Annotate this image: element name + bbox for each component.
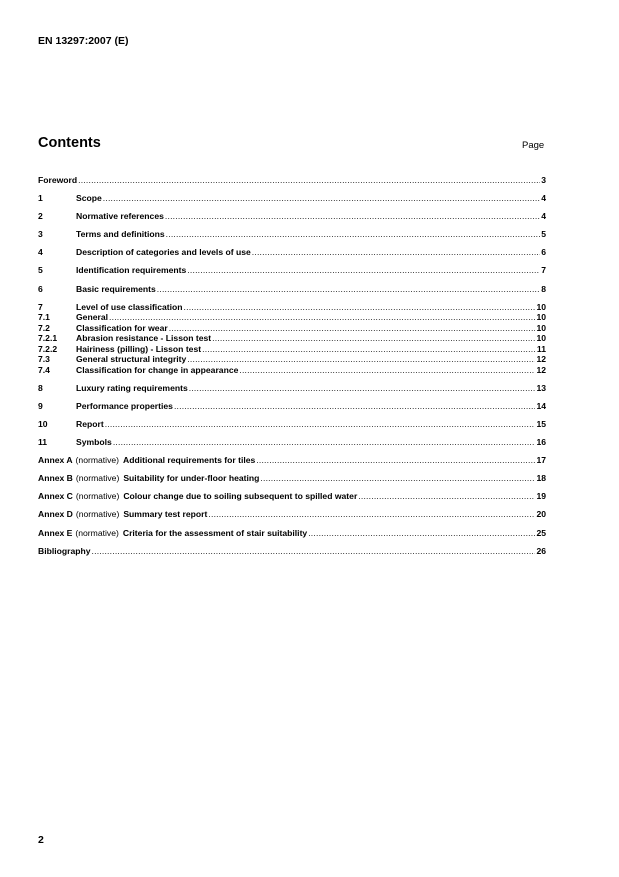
toc-entry[interactable] [38, 344, 546, 355]
page-number: 2 [38, 834, 44, 846]
annex-label: Annex C [38, 491, 73, 502]
dot-leader [308, 528, 535, 539]
toc-entry-title: Criteria for the assessment of stair suitability [122, 527, 308, 538]
dot-leader [239, 365, 535, 376]
toc-entry-title: Report [76, 418, 104, 429]
toc-entry-page: 10 [536, 322, 546, 333]
toc-entry-number: 7 [38, 301, 43, 312]
toc-entry-page: 13 [536, 382, 546, 393]
toc-entry-title: Terms and definitions [76, 229, 165, 240]
toc-entry-number: 7.2.2 [38, 343, 58, 354]
toc-entry-number: 4 [38, 247, 43, 258]
toc-entry-number: 7.2 [38, 322, 50, 333]
toc-entry-page: 16 [536, 437, 546, 448]
dot-leader [208, 509, 535, 520]
dot-leader [174, 401, 535, 412]
toc-entry-title: Level of use classification [76, 301, 183, 312]
annex-label: Annex D [38, 509, 73, 520]
toc-entry[interactable] [38, 401, 546, 412]
dot-leader [105, 419, 536, 430]
dot-leader [92, 546, 536, 557]
toc-entry-title: Classification for wear [76, 322, 168, 333]
annex-type: (normative) [75, 473, 120, 484]
toc-entry-page: 11 [536, 343, 546, 354]
toc-entry-page: 20 [536, 509, 546, 520]
toc-entry[interactable] [38, 193, 546, 204]
toc-entry[interactable] [38, 229, 546, 240]
dot-leader [166, 229, 541, 240]
toc-entry[interactable] [38, 419, 546, 430]
dot-leader [165, 211, 540, 222]
toc-entry-foreword[interactable] [38, 175, 546, 186]
toc-entry-page: 8 [541, 283, 546, 294]
toc-entry-title: Bibliography [38, 545, 91, 556]
toc-entry-number: 7.1 [38, 312, 50, 323]
toc-entry-title: Suitability for under-floor heating [123, 473, 260, 484]
toc-entry-page: 19 [536, 491, 546, 502]
annex-label: Annex B [38, 473, 73, 484]
toc-entry[interactable] [38, 333, 546, 344]
toc-entry-title: Additional requirements for tiles [123, 455, 256, 466]
toc-entry-title: Classification for change in appearance [76, 364, 239, 375]
toc-entry-bibliography[interactable] [38, 546, 546, 557]
toc-entry-page: 18 [536, 473, 546, 484]
toc-entry-number: 10 [38, 418, 48, 429]
dot-leader [109, 312, 535, 323]
toc-entry-page: 12 [536, 354, 546, 365]
toc-entry-title: Basic requirements [76, 283, 156, 294]
toc-entry-page: 4 [541, 211, 546, 222]
toc-entry-title: Colour change due to soiling subsequent to spilled water [123, 491, 358, 502]
toc-entry[interactable] [38, 265, 546, 276]
toc-entry-page: 26 [536, 545, 546, 556]
toc-entry[interactable] [38, 323, 546, 334]
toc-entry-number: 7.4 [38, 364, 50, 375]
annex-type: (normative) [75, 509, 120, 520]
toc-entry-page: 7 [541, 265, 546, 276]
toc-entry-page: 25 [536, 527, 546, 538]
toc-entry-title: Scope [76, 193, 102, 204]
toc-entry-page: 5 [541, 229, 546, 240]
toc-entry-title: Summary test report [123, 509, 208, 520]
document-id-header: EN 13297:2007 (E) [38, 35, 129, 47]
dot-leader [103, 193, 540, 204]
toc-entry-number: 7.2.1 [38, 333, 58, 344]
annex-type: (normative) [75, 527, 119, 538]
dot-leader [252, 247, 540, 258]
toc-entry-title: General [76, 312, 109, 323]
toc-annex-c[interactable] [38, 491, 546, 502]
toc-entry-title: Normative references [76, 211, 164, 222]
toc-entry[interactable] [38, 437, 546, 448]
toc-entry-page: 12 [536, 364, 546, 375]
toc-entry[interactable] [38, 284, 546, 295]
toc-entry-number: 1 [38, 193, 43, 204]
page-title: Contents [38, 135, 101, 151]
dot-leader [184, 302, 536, 313]
toc-entry-page: 6 [541, 247, 546, 258]
toc-entry[interactable] [38, 354, 546, 365]
toc-entry[interactable] [38, 312, 546, 323]
toc-entry-page: 15 [536, 418, 546, 429]
toc-entry[interactable] [38, 211, 546, 222]
dot-leader [260, 473, 535, 484]
toc-entry-title: General structural integrity [76, 354, 187, 365]
toc-entry-title: Symbols [76, 437, 112, 448]
toc-entry-number: 9 [38, 400, 43, 411]
toc-entry-page: 10 [536, 301, 546, 312]
toc-entry-number: 5 [38, 265, 43, 276]
toc-entry-number: 11 [38, 437, 48, 448]
toc-entry-title: Luxury rating requirements [76, 382, 188, 393]
toc-entry-page: 3 [541, 175, 546, 185]
dot-leader [212, 333, 535, 344]
toc-entry-page: 17 [536, 455, 546, 466]
annex-type: (normative) [75, 491, 120, 502]
toc-annex-d[interactable] [38, 509, 546, 520]
dot-leader [113, 437, 536, 448]
toc-entry-title: Abrasion resistance - Lisson test [76, 333, 212, 344]
toc-entry-title: Identification requirements [76, 265, 187, 276]
dot-leader [187, 354, 535, 365]
toc-entry-title: Description of categories and levels of use [76, 247, 251, 258]
toc-entry-title: Performance properties [76, 400, 173, 411]
toc-entry-title: Foreword [38, 175, 78, 185]
toc-entry-page: 10 [536, 312, 546, 323]
toc-entry[interactable] [38, 302, 546, 313]
table-of-contents [38, 175, 546, 556]
toc-entry[interactable] [38, 365, 546, 376]
dot-leader [157, 284, 540, 295]
toc-entry-page: 14 [536, 400, 546, 411]
toc-entry-page: 10 [536, 333, 546, 344]
toc-entry-number: 2 [38, 211, 43, 222]
toc-entry-title: Hairiness (pilling) - Lisson test [76, 343, 202, 354]
toc-entry[interactable] [38, 247, 546, 258]
dot-leader [189, 383, 536, 394]
toc-entry-number: 7.3 [38, 354, 50, 365]
toc-annex-b[interactable] [38, 473, 546, 484]
dot-leader [256, 455, 535, 466]
toc-entry-number: 3 [38, 229, 43, 240]
dot-leader [187, 265, 540, 276]
toc-annex-e[interactable] [38, 528, 546, 539]
dot-leader [358, 491, 535, 502]
toc-entry-number: 8 [38, 382, 43, 393]
toc-annex-a[interactable] [38, 455, 546, 466]
annex-type: (normative) [75, 455, 120, 466]
toc-entry-number: 6 [38, 283, 43, 294]
annex-label: Annex E [38, 527, 73, 538]
toc-entry-page: 4 [541, 193, 546, 204]
toc-entry[interactable] [38, 383, 546, 394]
annex-label: Annex A [38, 455, 73, 466]
page-column-label: Page [522, 140, 545, 151]
dot-leader [78, 175, 540, 186]
dot-leader [202, 344, 536, 355]
dot-leader [169, 323, 536, 334]
